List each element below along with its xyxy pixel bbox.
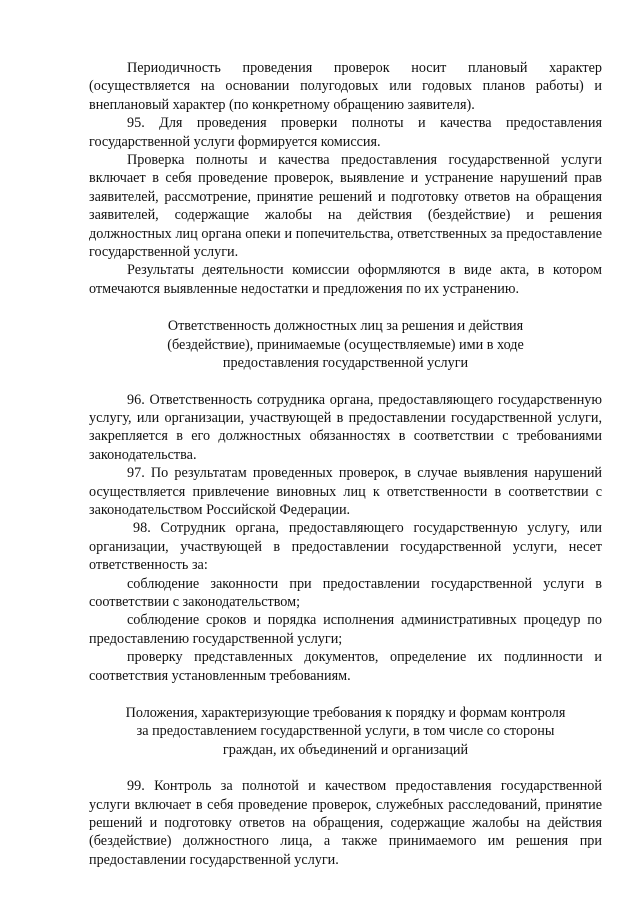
paragraph-98-item-deadlines: соблюдение сроков и порядка исполнения административных процедур по предоставлению государственной услуги; <box>89 612 602 647</box>
document-page <box>89 59 602 869</box>
paragraph-98-item-legality: соблюдение законности при предоставлении государственной услуги в соответствии с законодательством; <box>89 575 602 610</box>
paragraph-96: 96. Ответственность сотрудника органа, предоставляющего государственную услугу, или организации, участвующей в предоставлении государственной услуги, закрепляется в его должностных обязанностях в соответствии с требованиями законодательства. <box>89 391 602 463</box>
section-heading-control <box>89 704 602 759</box>
paragraph-99: 99. Контроль за полнотой и качеством предоставления государственной услуги включает в себя проведение проверок, служебных расследований, принятие решений и подготовку ответов на обращения, содержащие жалобы на действия (бездействие) должностного лица, а также принимаемого им решения при предоставлении государственной услуги. <box>89 778 602 868</box>
paragraph-97: 97. По результатам проведенных проверок, в случае выявления нарушений осуществляется привлечение виновных лиц к ответственности в соответствии с законодательством Российской Федерации. <box>89 465 602 518</box>
section-heading-control-text: Положения, характеризующие требования к порядку и формам контроля за предоставлением государственной услуги, в том числе со стороны граждан, их объединений и организаций <box>125 705 566 758</box>
paragraph-check-scope: Проверка полноты и качества предоставления государственной услуги включает в себя проведение проверок, выявление и устранение нарушений прав заявителей, рассмотрение, принятие решений и подготовку ответов на обращения заявителей, содержащие жалобы на действия (бездействие) и решения должностных лиц органа опеки и попечительства, ответственных за предоставление государственной услуги. <box>89 152 602 261</box>
paragraph-periodicity: Периодичность проведения проверок носит плановый характер (осуществляется на основании полугодовых или годовых планов работы) и внеплановый характер (по конкретному обращению заявителя). <box>89 60 602 113</box>
paragraph-95: 95. Для проведения проверки полноты и качества предоставления государственной услуги формируется комиссия. <box>89 115 602 150</box>
paragraph-98: 98. Сотрудник органа, предоставляющего государственную услугу, или организации, участвующей в предоставлении государственной услуги, несет ответственность за: <box>89 520 602 574</box>
paragraph-98-item-documents: проверку представленных документов, определение их подлинности и соответствия установленным требованиям. <box>89 649 602 684</box>
section-heading-responsibility <box>89 317 602 372</box>
section-heading-responsibility-text: Ответственность должностных лиц за решения и действия (бездействие), принимаемые (осуществляемые) ими в ходе предоставления государственной услуги <box>167 318 524 372</box>
paragraph-commission-results: Результаты деятельности комиссии оформляются в виде акта, в котором отмечаются выявленные недостатки и предложения по их устранению. <box>89 262 602 297</box>
